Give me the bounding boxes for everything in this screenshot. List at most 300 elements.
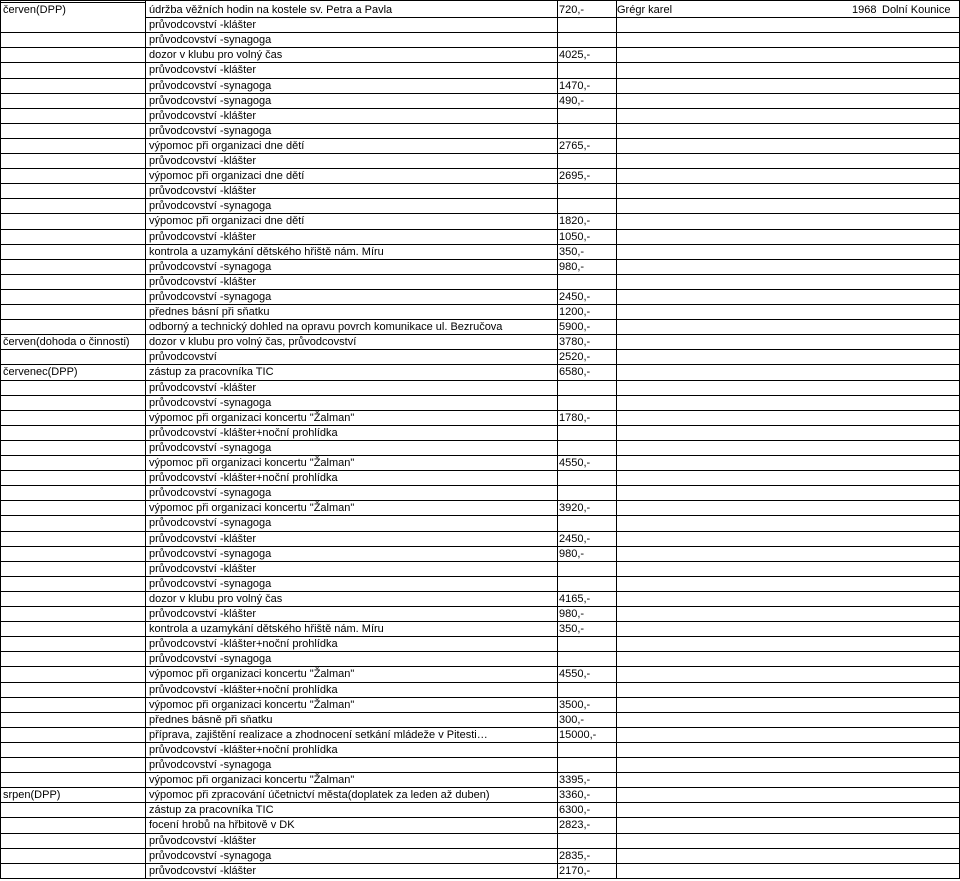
amount-cell[interactable]: 350,- — [559, 623, 585, 636]
amount-cell[interactable] — [559, 199, 619, 214]
row-border — [145, 742, 960, 743]
row-border — [145, 153, 960, 154]
row-border — [145, 62, 960, 63]
table-row — [0, 63, 960, 78]
month-cell[interactable] — [3, 652, 145, 667]
row-border — [145, 697, 960, 698]
month-cell[interactable] — [3, 516, 145, 531]
month-cell[interactable] — [3, 637, 145, 652]
amount-cell[interactable] — [559, 426, 619, 441]
month-cell[interactable] — [3, 486, 145, 501]
amount-cell[interactable]: 4165,- — [559, 592, 591, 605]
table-row — [0, 441, 960, 456]
month-cell[interactable] — [3, 758, 145, 773]
amount-cell[interactable]: 2520,- — [559, 351, 591, 364]
month-cell[interactable] — [3, 260, 145, 275]
row-border — [145, 198, 960, 199]
row-border — [145, 515, 960, 516]
table-row — [0, 728, 960, 743]
column-border — [0, 0, 1, 879]
description-cell[interactable]: průvodcovství -synagoga — [149, 517, 272, 530]
amount-cell[interactable] — [559, 652, 619, 667]
amount-cell[interactable]: 1050,- — [559, 230, 591, 243]
month-cell[interactable] — [3, 199, 145, 214]
amount-cell[interactable] — [559, 33, 619, 48]
month-cell[interactable] — [3, 154, 145, 169]
month-cell[interactable] — [3, 230, 145, 245]
row-border — [145, 229, 960, 230]
table-row — [0, 411, 960, 426]
row-border — [145, 168, 960, 169]
month-cell[interactable] — [3, 698, 145, 713]
month-cell[interactable]: červen(DPP) — [3, 4, 66, 16]
amount-cell[interactable] — [559, 637, 619, 652]
row-border — [145, 425, 960, 426]
description-cell[interactable]: výpomoc při organizaci koncertu "Žalman" — [149, 668, 355, 681]
description-cell[interactable]: zástup za pracovníka TIC — [149, 804, 274, 817]
month-cell[interactable] — [3, 33, 145, 48]
month-cell[interactable] — [3, 305, 145, 320]
place-cell[interactable]: Dolní Kounice — [882, 4, 951, 16]
description-cell[interactable]: dozor v klubu pro volný čas — [149, 592, 283, 605]
table-row — [0, 109, 960, 124]
description-cell[interactable]: focení hrobů na hřbitově v DK — [149, 819, 295, 832]
table-row — [0, 834, 960, 849]
month-cell[interactable] — [3, 245, 145, 260]
month-cell[interactable] — [3, 411, 145, 426]
group-border — [0, 787, 145, 788]
table-row — [0, 803, 960, 818]
month-cell[interactable] — [3, 396, 145, 411]
amount-cell[interactable]: 4025,- — [559, 49, 591, 62]
amount-cell[interactable] — [559, 834, 619, 849]
month-cell[interactable] — [3, 471, 145, 486]
description-cell[interactable]: průvodcovství -synagoga — [149, 396, 272, 409]
table-row — [0, 94, 960, 109]
description-cell[interactable]: průvodcovství -klášter — [149, 185, 256, 198]
table-row — [0, 622, 960, 637]
month-cell[interactable] — [3, 803, 145, 818]
row-border — [145, 259, 960, 260]
amount-cell[interactable]: 6300,- — [559, 804, 591, 817]
amount-cell[interactable]: 3395,- — [559, 774, 591, 787]
table-row — [0, 456, 960, 471]
row-border — [145, 17, 960, 18]
month-cell[interactable] — [3, 728, 145, 743]
column-border — [557, 0, 558, 879]
amount-cell[interactable]: 3360,- — [559, 789, 591, 802]
amount-cell[interactable] — [559, 381, 619, 396]
month-cell[interactable] — [3, 849, 145, 864]
description-cell[interactable]: průvodcovství -klášter — [149, 230, 256, 243]
description-cell[interactable]: průvodcovství -klášter — [149, 608, 256, 620]
table-row — [0, 849, 960, 864]
amount-cell[interactable] — [559, 516, 619, 531]
row-border — [145, 817, 960, 818]
row-border — [145, 380, 960, 381]
amount-cell[interactable]: 2765,- — [559, 139, 591, 152]
row-border — [145, 289, 960, 290]
amount-cell[interactable]: 2170,- — [559, 864, 591, 877]
amount-cell[interactable]: 1470,- — [559, 79, 591, 92]
month-cell[interactable] — [3, 532, 145, 547]
row-border — [145, 621, 960, 622]
table-row — [0, 350, 960, 365]
table-row — [0, 199, 960, 214]
name-cell[interactable]: Grégr karel — [617, 4, 673, 16]
table-row — [0, 818, 960, 833]
month-cell[interactable] — [3, 290, 145, 305]
row-border — [145, 334, 960, 335]
description-cell[interactable]: výpomoc při organizaci dne dětí — [149, 139, 305, 152]
amount-cell[interactable] — [559, 109, 619, 124]
amount-cell[interactable] — [559, 683, 619, 698]
amount-cell[interactable] — [559, 124, 619, 139]
amount-cell[interactable]: 15000,- — [559, 728, 597, 741]
amount-cell[interactable]: 3780,- — [559, 336, 591, 349]
description-cell[interactable]: kontrola a uzamykání dětského hřiště nám. Míru — [149, 623, 384, 636]
table-row — [0, 547, 960, 562]
group-border — [0, 2, 145, 3]
description-cell[interactable]: průvodcovství -klášter — [149, 864, 256, 877]
table-row — [0, 652, 960, 667]
description-cell[interactable]: průvodcovství -klášter — [149, 109, 256, 122]
table-row — [0, 365, 960, 380]
table-row — [0, 245, 960, 260]
description-cell[interactable]: průvodcovství -synagoga — [149, 260, 272, 273]
description-cell[interactable]: kontrola a uzamykání dětského hřiště nám. Míru — [149, 245, 384, 258]
month-cell[interactable] — [3, 441, 145, 456]
description-cell[interactable]: průvodcovství -synagoga — [149, 849, 272, 862]
description-cell[interactable]: průvodcovství -klášter — [149, 275, 256, 288]
row-border — [145, 349, 960, 350]
amount-cell[interactable]: 980,- — [559, 547, 585, 560]
month-cell[interactable] — [3, 577, 145, 592]
month-cell[interactable] — [3, 94, 145, 109]
row-border — [145, 440, 960, 441]
month-cell[interactable]: srpen(DPP) — [3, 789, 61, 802]
amount-cell[interactable] — [559, 441, 619, 456]
row-border — [145, 485, 960, 486]
table-row — [0, 290, 960, 305]
year-cell[interactable]: 1968 — [852, 4, 877, 16]
month-cell[interactable] — [3, 184, 145, 199]
description-cell[interactable]: průvodcovství -synagoga — [149, 487, 272, 500]
description-cell[interactable]: průvodcovství -synagoga — [149, 79, 272, 92]
group-border — [0, 364, 145, 365]
table-row — [0, 48, 960, 63]
description-cell[interactable]: údržba věžních hodin na kostele sv. Petra a Pavla — [149, 4, 393, 16]
amount-cell[interactable]: 980,- — [559, 260, 585, 273]
amount-cell[interactable] — [559, 63, 619, 78]
month-cell[interactable] — [3, 501, 145, 516]
amount-cell[interactable]: 980,- — [559, 608, 585, 620]
month-cell[interactable] — [3, 275, 145, 290]
description-cell[interactable]: průvodcovství -synagoga — [149, 547, 272, 560]
amount-cell[interactable] — [559, 154, 619, 169]
table-row — [0, 592, 960, 607]
description-cell[interactable]: průvodcovství -synagoga — [149, 653, 272, 666]
amount-cell[interactable] — [559, 396, 619, 411]
description-cell[interactable]: průvodcovství -klášter+noční prohlídka — [149, 683, 338, 696]
row-border — [145, 591, 960, 592]
description-cell[interactable]: výpomoc při organizaci koncertu "Žalman" — [149, 502, 355, 515]
amount-cell[interactable]: 1780,- — [559, 411, 591, 424]
month-cell[interactable] — [3, 426, 145, 441]
table-row — [0, 214, 960, 229]
amount-cell[interactable] — [559, 758, 619, 773]
row-border — [145, 848, 960, 849]
table-row — [0, 516, 960, 531]
amount-cell[interactable]: 5900,- — [559, 321, 591, 334]
table-row — [0, 275, 960, 290]
row-border — [145, 712, 960, 713]
column-border — [616, 0, 617, 879]
description-cell[interactable]: průvodcovství -synagoga — [149, 94, 272, 107]
table-row — [0, 260, 960, 275]
row-border — [145, 93, 960, 94]
row-border — [145, 78, 960, 79]
month-cell[interactable] — [3, 63, 145, 78]
month-cell[interactable] — [3, 456, 145, 471]
table-row — [0, 33, 960, 48]
row-border — [145, 772, 960, 773]
row-border — [145, 833, 960, 834]
row-border — [145, 364, 960, 365]
table-row — [0, 577, 960, 592]
row-border — [145, 546, 960, 547]
amount-cell[interactable]: 4550,- — [559, 457, 591, 469]
month-cell[interactable] — [3, 743, 145, 758]
table-row — [0, 184, 960, 199]
table-row — [0, 683, 960, 698]
description-cell[interactable]: příprava, zajištění realizace a zhodnocení setkání mládeže v Pitesti… — [149, 728, 488, 741]
amount-cell[interactable]: 1820,- — [559, 215, 591, 228]
table-row — [0, 305, 960, 320]
amount-cell[interactable] — [559, 471, 619, 486]
month-cell[interactable] — [3, 79, 145, 94]
table-row — [0, 743, 960, 758]
month-cell[interactable] — [3, 320, 145, 335]
row-border — [145, 636, 960, 637]
row-border — [145, 561, 960, 562]
month-cell[interactable] — [3, 592, 145, 607]
amount-cell[interactable]: 1200,- — [559, 306, 591, 318]
description-cell[interactable]: přednes básně při sňatku — [149, 713, 273, 726]
month-cell[interactable] — [3, 139, 145, 154]
description-cell[interactable]: průvodcovství -synagoga — [149, 290, 272, 303]
row-border — [145, 138, 960, 139]
row-border — [145, 651, 960, 652]
amount-cell[interactable]: 2450,- — [559, 290, 591, 303]
table-row — [0, 637, 960, 652]
month-cell[interactable] — [3, 48, 145, 63]
row-border — [145, 213, 960, 214]
description-cell[interactable]: dozor v klubu pro volný čas, průvodcovství — [149, 336, 357, 349]
description-cell[interactable]: průvodcovství -klášter — [149, 64, 256, 77]
table-row — [0, 335, 960, 350]
description-cell[interactable]: výpomoc při organizaci koncertu "Žalman" — [149, 774, 355, 787]
row-border — [145, 274, 960, 275]
amount-cell[interactable]: 4550,- — [559, 668, 591, 681]
description-cell[interactable]: průvodcovství -synagoga — [149, 124, 272, 137]
description-cell[interactable]: průvodcovství -synagoga — [149, 577, 272, 590]
description-cell[interactable]: dozor v klubu pro volný čas — [149, 49, 283, 62]
table-row — [0, 501, 960, 516]
table-row — [0, 79, 960, 94]
row-border — [145, 500, 960, 501]
month-cell[interactable] — [3, 18, 145, 33]
table-row — [0, 154, 960, 169]
row-border — [145, 787, 960, 788]
row-border — [145, 319, 960, 320]
month-cell[interactable] — [3, 124, 145, 139]
row-border — [145, 666, 960, 667]
amount-cell[interactable]: 3500,- — [559, 698, 591, 711]
description-cell[interactable]: zástup za pracovníka TIC — [149, 366, 274, 379]
description-cell[interactable]: výpomoc při organizaci dne dětí — [149, 170, 305, 183]
row-border — [145, 410, 960, 411]
month-cell[interactable] — [3, 562, 145, 577]
amount-cell[interactable] — [559, 577, 619, 592]
description-cell[interactable]: průvodcovství -klášter — [149, 532, 256, 545]
description-cell[interactable]: průvodcovství -klášter+noční prohlídka — [149, 472, 338, 485]
description-cell[interactable]: průvodcovství -klášter+noční prohlídka — [149, 638, 338, 651]
month-cell[interactable]: červenec(DPP) — [3, 366, 78, 379]
table-row — [0, 18, 960, 33]
month-cell[interactable] — [3, 622, 145, 637]
column-border — [145, 0, 146, 879]
row-border — [0, 0, 960, 1]
description-cell[interactable]: průvodcovství -klášter — [149, 834, 256, 847]
description-cell[interactable]: průvodcovství -synagoga — [149, 34, 272, 47]
description-cell[interactable]: průvodcovství -klášter — [149, 562, 256, 575]
amount-cell[interactable]: 2823,- — [559, 819, 591, 832]
amount-cell[interactable]: 490,- — [559, 94, 585, 107]
table-row — [0, 562, 960, 577]
amount-cell[interactable]: 720,- — [559, 4, 585, 16]
row-border — [145, 304, 960, 305]
amount-cell[interactable]: 6580,- — [559, 366, 591, 379]
table-row — [0, 758, 960, 773]
amount-cell[interactable] — [559, 184, 619, 199]
row-border — [145, 878, 960, 879]
month-cell[interactable]: červen(dohoda o činnosti) — [3, 336, 130, 349]
description-cell[interactable]: průvodcovství — [149, 351, 217, 364]
month-cell[interactable] — [3, 350, 145, 365]
group-border — [0, 334, 145, 335]
table-row — [0, 230, 960, 245]
month-cell[interactable] — [3, 169, 145, 184]
amount-cell[interactable] — [559, 18, 619, 33]
description-cell[interactable]: průvodcovství -klášter+noční prohlídka — [149, 426, 338, 439]
description-cell[interactable]: výpomoc při zpracování účetnictví města(doplatek za leden až duben) — [149, 789, 490, 802]
month-cell[interactable] — [3, 667, 145, 682]
month-cell[interactable] — [3, 773, 145, 788]
row-border — [145, 455, 960, 456]
table-row — [0, 169, 960, 184]
table-row — [0, 3, 960, 18]
amount-cell[interactable]: 2835,- — [559, 849, 591, 862]
table-row — [0, 773, 960, 788]
description-cell[interactable]: průvodcovství -klášter — [149, 19, 256, 32]
table-row — [0, 471, 960, 486]
row-border — [145, 757, 960, 758]
table-row — [0, 864, 960, 879]
month-cell[interactable] — [3, 607, 145, 622]
amount-cell[interactable]: 300,- — [559, 713, 585, 726]
table-row — [0, 607, 960, 622]
row-border — [145, 108, 960, 109]
table-row — [0, 698, 960, 713]
description-cell[interactable]: výpomoc při organizaci koncertu "Žalman" — [149, 411, 355, 424]
table-row — [0, 788, 960, 803]
row-border — [145, 244, 960, 245]
amount-cell[interactable]: 350,- — [559, 245, 585, 258]
description-cell[interactable]: výpomoc při organizaci koncertu "Žalman" — [149, 457, 355, 469]
description-cell[interactable]: průvodcovství -synagoga — [149, 200, 272, 213]
description-cell[interactable]: odborný a technický dohled na opravu povrch komunikace ul. Bezručova — [149, 321, 503, 334]
amount-cell[interactable]: 2450,- — [559, 532, 591, 545]
month-cell[interactable] — [3, 864, 145, 879]
month-cell[interactable] — [3, 713, 145, 728]
row-border — [145, 682, 960, 683]
amount-cell[interactable] — [559, 743, 619, 758]
row-border — [145, 863, 960, 864]
description-cell[interactable]: průvodcovství -klášter — [149, 381, 256, 394]
description-cell[interactable]: výpomoc při organizaci dne dětí — [149, 215, 305, 228]
description-cell[interactable]: průvodcovství -synagoga — [149, 759, 272, 771]
amount-cell[interactable]: 3920,- — [559, 502, 591, 515]
table-row — [0, 320, 960, 335]
table-row — [0, 124, 960, 139]
row-border — [145, 727, 960, 728]
month-cell[interactable] — [3, 109, 145, 124]
amount-cell[interactable] — [559, 486, 619, 501]
amount-cell[interactable] — [559, 275, 619, 290]
description-cell[interactable]: průvodcovství -synagoga — [149, 441, 272, 454]
table-row — [0, 486, 960, 501]
row-border — [145, 606, 960, 607]
row-border — [145, 183, 960, 184]
table-row — [0, 532, 960, 547]
table-row — [0, 426, 960, 441]
row-border — [145, 470, 960, 471]
month-cell[interactable] — [3, 214, 145, 229]
month-cell[interactable] — [3, 381, 145, 396]
row-border — [145, 576, 960, 577]
row-border — [145, 395, 960, 396]
row-border — [145, 32, 960, 33]
table-row — [0, 713, 960, 728]
table-row — [0, 396, 960, 411]
amount-cell[interactable]: 2695,- — [559, 170, 591, 183]
description-cell[interactable]: výpomoc při organizaci koncertu "Žalman" — [149, 698, 355, 711]
month-cell[interactable] — [3, 683, 145, 698]
table-row — [0, 139, 960, 154]
description-cell[interactable]: přednes básní při sňatku — [149, 306, 270, 318]
row-border — [145, 123, 960, 124]
month-cell[interactable] — [3, 818, 145, 833]
row-border — [145, 802, 960, 803]
description-cell[interactable]: průvodcovství -klášter — [149, 155, 256, 167]
description-cell[interactable]: průvodcovství -klášter+noční prohlídka — [149, 743, 338, 756]
row-border — [145, 531, 960, 532]
amount-cell[interactable] — [559, 562, 619, 577]
month-cell[interactable] — [3, 547, 145, 562]
table-row — [0, 667, 960, 682]
month-cell[interactable] — [3, 834, 145, 849]
